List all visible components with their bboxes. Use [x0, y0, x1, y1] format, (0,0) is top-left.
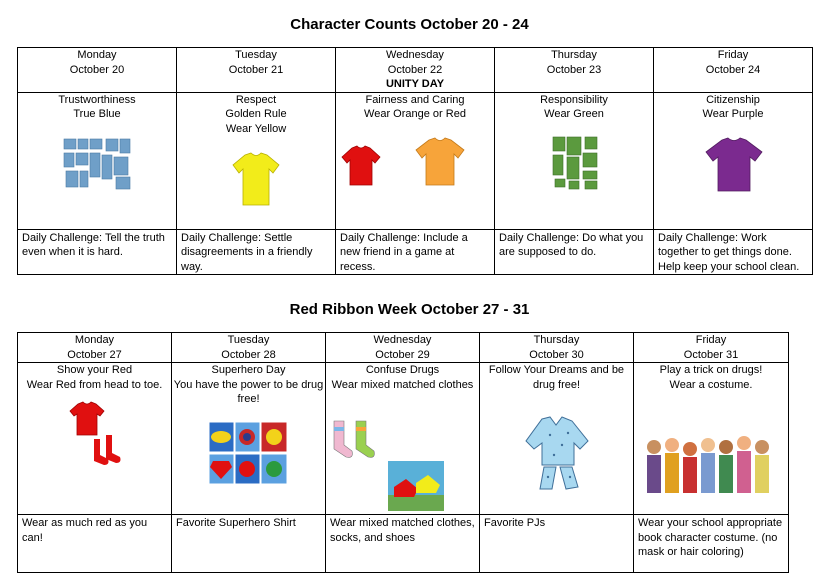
rr-friday-note: Wear your school appropriate book character costume. (no mask or hair coloring)	[634, 515, 789, 573]
rr-tuesday-note: Favorite Superhero Shirt	[172, 515, 326, 573]
rr-thursday-note: Favorite PJs	[480, 515, 634, 573]
rr-monday-theme: Show your Red Wear Red from head to toe.	[18, 363, 172, 515]
cc-thursday-theme: Responsibility Wear Green	[495, 92, 654, 229]
cc-wednesday-challenge: Daily Challenge: Include a new friend in a game at recess.	[336, 229, 495, 275]
cc-friday-challenge: Daily Challenge: Work together to get things done. Help keep your school clean.	[654, 229, 813, 275]
cc-tuesday-header: Tuesday October 21	[177, 48, 336, 93]
pajamas-image	[522, 415, 592, 491]
cc-tuesday-challenge: Daily Challenge: Settle disagreements in a friendly way.	[177, 229, 336, 275]
rr-wednesday-theme: Confuse Drugs Wear mixed matched clothes	[326, 363, 480, 515]
rr-thursday-theme: Follow Your Dreams and be drug free!	[480, 363, 634, 515]
rr-wednesday-header: Wednesday October 29	[326, 333, 480, 363]
rr-monday-header: Monday October 27	[18, 333, 172, 363]
cc-monday-theme: Trustworthiness True Blue	[18, 92, 177, 229]
rr-wednesday-note: Wear mixed matched clothes, socks, and shoes	[326, 515, 480, 573]
orange-shirt-image	[414, 137, 466, 187]
character-counts-table	[17, 47, 813, 275]
cc-monday-header: Monday October 20	[18, 48, 177, 93]
rr-friday-header: Friday October 31	[634, 333, 789, 363]
cc-friday-header: Friday October 24	[654, 48, 813, 93]
yellow-shirt-image	[231, 151, 281, 207]
red-outfit-image	[68, 401, 122, 469]
rr-friday-theme: Play a trick on drugs! Wear a costume.	[634, 363, 789, 515]
cc-tuesday-theme: Respect Golden Rule Wear Yellow	[177, 92, 336, 229]
red-shirt-image	[340, 145, 382, 187]
purple-shirt-image	[704, 137, 764, 193]
rr-tuesday-theme: Superhero Day You have the power to be drug free!	[172, 363, 326, 515]
red-ribbon-table	[17, 332, 789, 573]
green-clothes-image	[551, 135, 601, 191]
cc-thursday-challenge: Daily Challenge: Do what you are supposed to do.	[495, 229, 654, 275]
section-title-character-counts: Character Counts October 20 - 24	[290, 16, 529, 33]
mixed-socks-image	[330, 419, 378, 461]
cc-monday-challenge: Daily Challenge: Tell the truth even when it is hard.	[18, 229, 177, 275]
book-character-costumes-image	[644, 435, 772, 501]
cc-thursday-header: Thursday October 23	[495, 48, 654, 93]
cc-wednesday-theme: Fairness and Caring Wear Orange or Red	[336, 92, 495, 229]
rr-tuesday-header: Tuesday October 28	[172, 333, 326, 363]
rr-thursday-header: Thursday October 30	[480, 333, 634, 363]
rr-monday-note: Wear as much red as you can!	[18, 515, 172, 573]
cc-friday-theme: Citizenship Wear Purple	[654, 92, 813, 229]
section-title-red-ribbon: Red Ribbon Week October 27 - 31	[289, 301, 530, 318]
blue-clothes-image	[62, 137, 132, 191]
mixed-shoes-image	[388, 461, 444, 511]
superhero-logos-image	[208, 421, 288, 485]
cc-wednesday-header: Wednesday October 22 UNITY DAY	[336, 48, 495, 93]
